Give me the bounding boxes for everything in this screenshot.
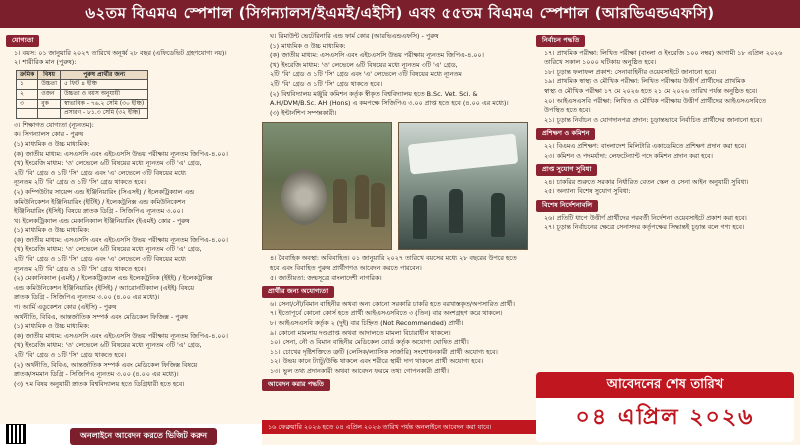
table-cell: বুক [38,99,61,109]
education-requirements [6,121,256,390]
table-cell: ২ [17,89,38,99]
training-photo-dish [262,122,392,250]
text-line: (১) মাধ্যমিক ও উচ্চ মাধ্যমিক: [270,41,346,50]
text-line: ১৯। প্রাথমিক স্বাস্থ্য ও মৌখিক পরীক্ষা: লিখিত পরীক্ষায় উত্তীর্ণ প্রার্থীদের প্রাথমিক [544,77,746,86]
selection-process [536,49,794,126]
text-line: ৪। বৈবাহিক অবস্থা: অবিবাহিত। ০১ জানুয়ারি ২০২৭ তারিখে বয়সের মধ্যে ২৮ বছরের উপরে হতে [270,254,517,263]
table-header: ক্রমিক [17,70,38,80]
section-heading-apply-method: আবেদন করার পদ্ধতি [262,379,330,391]
text-line: (ক) জাতীয় মাধ্যম: এসএসসি এবং এইচএসসি উভয় পরীক্ষায় ন্যূনতম জিপিএ-৪.০০। [270,51,484,60]
text-line: (খ) ইংরেজি মাধ্যম: 'ও' লেভেলে ৬টি বিষয়ের মধ্যে ন্যূনতম ৩টি 'এ' গ্রেড, [270,60,458,69]
section-heading-training: প্রশিক্ষণ ও কমিশন [536,128,595,140]
text-line: ৭। ইতোপূর্বে কোনো কোর্স হতে প্রার্থী আইএসএসবিতে ৩ (তিন) বার অংশগ্রহণ করে থাকলে। [270,309,503,318]
text-line: (২) অর্থনীতি, বিবিএ, আন্তর্জাতিক সম্পর্ক এবং মেডিকেল ফিজিক্স বিষয়ে [14,360,198,369]
text-line: ৮। আইএসএসবি কর্তৃক ২ (দুই) বার চিহ্নিত (Not Recommended) প্রার্থী। [270,318,464,327]
text-line: (খ) ইংরেজি মাধ্যম: 'ও' লেভেলে ৬টি বিষয়ের মধ্যে ন্যূনতম ৩টি 'এ' গ্রেড, [14,341,202,350]
text-line: (খ) ইংরেজি মাধ্যম: 'ও' লেভেলে ৬টি বিষয়ের মধ্যে ন্যূনতম ৩টি 'এ' গ্রেড, [14,159,202,168]
text-line: (১) মাধ্যমিক ও উচ্চ মাধ্যমিক: [14,226,90,235]
soldier-figure [413,195,427,239]
online-apply-link[interactable]: অনলাইনে আবেদন করতে ভিজিট করুন [70,428,217,445]
soldier-figure [371,183,385,227]
text-line: এন্ড কমিউনিকেশন ইঞ্জিনিয়ারিং (ইসিই) / অ্যারোনটিক্যাল (এইই) বিষয়ে [14,283,195,292]
text-line: খ। ইলেকট্রিক্যাল এন্ড মেকানিক্যাল ইঞ্জিনিয়ারিং (ইএমই) কোর - পুরুষ [14,216,190,225]
text-line: ১৭। প্রাথমিক পরীক্ষা: লিখিত পরীক্ষা (বাংলা ও ইংরেজি ১০০ নম্বর) আগামী ১৮ এপ্রিল ২০২৬ [544,48,783,57]
table-header: বিষয় [38,70,61,80]
table-cell: স্বাভাবিক - ৭৬.২ সেমি (৩০ ইঞ্চি) [61,99,148,109]
text-line: ২। শারীরিক মান (পুরুষ): [14,58,77,67]
text-line: উপস্থিত হতে হবে। [544,106,591,115]
text-line: ক। সিগন্যালস কোর - পুরুষ [14,130,84,139]
soldier-figure [333,179,347,223]
rvfc-requirements [262,32,530,118]
table-cell: উচ্চতা [38,80,61,90]
text-line: (খ) ইংরেজি মাধ্যম: 'ও' লেভেলে ৬টি বিষয়ের মধ্যে ন্যূনতম ৩টি 'এ' গ্রেড, [14,245,202,254]
text-line: ১২। উভয় কানে ট্যাটু/উল্কি থাকলে এবং শরীরে স্থায়ী দাগ থাকলে প্রার্থী অযোগ্য হবে। [270,357,484,366]
disqualification-list [262,300,530,377]
text-line: গ। আর্মি এডুকেশন কোর (এইসি) - পুরুষ [14,303,117,312]
text-line: ২টি 'বি' গ্রেড ও ১টি 'সি' গ্রেড থাকতে হবে। [14,351,127,359]
text-line: কমিউনিকেশন ইঞ্জিনিয়ারিং (ইটিই) / ইলেকট্রনিক্স এন্ড কমিউনিকেশন [14,197,186,206]
text-line: ১১। চোখের দৃষ্টিশক্তিতে ত্রুটি (লেসিক/ল্যাসিক সার্জারি) সংশোধনকারী প্রার্থী অযোগ্য হবে। [270,347,498,356]
eligibility-column [6,32,256,440]
text-line: ২৬। প্রতিটি ধাপে উত্তীর্ণ প্রার্থীদের পরবর্তী নির্দেশনা ওয়েবসাইটে প্রকাশ করা হবে। [544,213,747,222]
text-line: ৯। কোনো মামলায় দণ্ডপ্রাপ্ত অথবা আদালতে মামলা বিচারাধীন থাকলে। [270,328,451,337]
text-line: ২টি 'বি' গ্রেড ও ১টি 'সি' গ্রেড থাকতে হবে। [270,79,383,88]
training-commission [536,142,794,161]
section-heading-special-instructions: বিশেষ নির্দেশনাবলি [536,200,598,212]
marital-nationality [262,254,530,283]
table-cell: ১ [17,80,38,90]
table-cell [17,109,38,119]
apply-window-strip: ১৬ ফেব্রুয়ারি ২০২৬ হতে ০৪ এপ্রিল ২০২৬ তারিখ পর্যন্ত অনলাইনে আবেদন করা যাবে। [262,420,536,434]
text-line: A.H/DVM/B.Sc. AH (Hons) এ কমপক্ষে সিজিপিএ ৩.০০ প্রাপ্ত হতে হবে (৪.০০ এর মধ্যে)। [270,99,509,108]
text-line: ১। বয়স: ০১ জানুয়ারি ২০২৭ তারিখে অনূর্ধ্ব ২৮ বছর (এফিডেভিট গ্রহণযোগ্য নয়)। [14,48,227,57]
table-cell: ওজন [38,89,61,99]
table-cell: ৩ [17,99,38,109]
page-title: ৬২তম বিএমএ স্পেশাল (সিগন্যালস/ইএমই/এইসি) এবং ৫৫তম বিএমএ স্পেশাল (আরভিএন্ডএফসি) [0,0,800,28]
text-line: ২টি 'বি' গ্রেড ও ১টি 'সি' গ্রেড এবং 'এ' লেভেলে ৩টি বিষয়ের মধ্যে ন্যূনতম [270,70,462,79]
text-line: ২৫। অন্যান্য বিশেষ সুযোগ সুবিধা: [544,187,631,196]
deadline-date: ০৪ এপ্রিল ২০২৬ [575,404,755,430]
text-line: হবে এবং বিবাহিত পুরুষ প্রার্থীগণও আবেদন করতে পারবেন। [270,263,422,272]
middle-column [262,32,530,440]
text-line: (ক) জাতীয় মাধ্যম: এসএসসি এবং এইচএসসি উভয় পরীক্ষায় ন্যূনতম জিপিএ-৪.০০। [14,149,228,158]
text-line: ঘ। রিমাউন্ট ভেটেরিনারি এন্ড ফার্ম কোর (আরভিএন্ডএফসি) - পুরুষ [270,32,439,40]
text-line: (১) মাধ্যমিক ও উচ্চ মাধ্যমিক: [14,139,90,148]
text-line: স্নাতক ডিগ্রি - সিজিপিএ ন্যূনতম ৩.০০ (৪.০০ এর মধ্যে)। [14,293,160,302]
text-line: ২টি 'বি' গ্রেড ও ১টি 'সি' গ্রেড এবং 'এ' লেভেলে ৩টি বিষয়ের মধ্যে [14,255,186,264]
text-line: ২৩। কমিশন ও পদমর্যাদা: লেফটেন্যান্ট পদে কমিশন প্রদান করা হবে। [544,151,713,160]
soldier-figure [355,175,369,219]
text-line: ২৭। চূড়ান্ত নির্বাচনের ক্ষেত্রে সেনাসদর কর্তৃপক্ষের সিদ্ধান্তই চূড়ান্ত বলে গণ্য হবে। [544,223,745,232]
text-line: ইঞ্জিনিয়ারিং (ইসিই) বিষয়ে স্নাতক ডিগ্রি - সিজিপিএ ন্যূনতম ৩.০০। [14,207,183,216]
text-line: (ক) জাতীয় মাধ্যম: এসএসসি এবং এইচএসসি উভয় পরীক্ষায় ন্যূনতম জিপিএ-৪.০০। [14,331,228,340]
text-line: (২) মেকানিক্যাল (এমই) / ইলেকট্রিক্যাল এন্ড ইলেকট্রনিক (ইইই) / ইলেকট্রনিক্স [14,274,213,283]
text-line: স্নাতক/সমমান ডিগ্রি - সিজিপিএ ন্যূনতম ৩.০০ (৪.০০ এর মধ্যে)। [14,370,179,379]
table-row [17,109,148,119]
deadline-title: আবেদনের শেষ তারিখ [536,372,794,398]
text-line: ২৪। চাকরির শুরুতে সরকার নির্ধারিত বেতন স্কেল ও সেনা আইন অনুযায়ী সুবিধা। [544,177,749,186]
text-line: ৬। সেনা/নৌ/বিমান বাহিনীর অথবা অন্য কোনো সরকারি চাকরি হতে বরখাস্তকৃত/অপসারিত প্রার্থী। [270,299,515,308]
photo-strip [262,122,530,250]
satellite-dish-icon [281,169,327,225]
text-line: (ক) জাতীয় মাধ্যম: এসএসসি এবং এইচএসসি উভয় পরীক্ষায় ন্যূনতম জিপিএ-৪.০০। [14,235,228,244]
text-line: (২) কম্পিউটার সায়েন্স এন্ড ইঞ্জিনিয়ারিং (সিএসই) / ইলেকট্রিক্যাল এন্ড [14,187,195,196]
text-line: (৩) ইন্টার্নশিপ সম্পন্নকারী। [270,108,337,117]
physical-standard-table [16,70,148,119]
table-row [17,80,148,90]
text-line: (২) বিশ্ববিদ্যালয় মঞ্জুরি কমিশন কর্তৃক স্বীকৃত বিশ্ববিদ্যালয় হতে B.Sc. Vet. Sci. & [270,89,478,98]
table-row [17,99,148,109]
section-heading-eligibility: যোগ্যতা [6,35,39,47]
table-row [17,89,148,99]
text-line: স্বাস্থ্য ও মৌখিক পরীক্ষা ১৭ মে ২০২৬ হতে ২১ মে ২০২৬ তারিখ পর্যন্ত অনুষ্ঠিত হবে। [544,86,758,95]
text-line: (৩) ৭ম বিষয় অনুযায়ী স্নাতক বিশ্ববিদ্যালয় হতে ডিগ্রিধারী হতে হবে। [14,379,185,388]
text-line: অর্থনীতি, বিবিএ, আন্তর্জাতিক সম্পর্ক এবং মেডিকেল ফিজিক্স - পুরুষ [14,312,188,321]
training-photo-aircraft [398,122,528,250]
text-line: ১৮। চূড়ান্ত ফলাফল প্রকাশ: সেনাবাহিনীর ওয়েবসাইটে জানানো হবে। [544,67,717,76]
soldier-figure [449,189,463,233]
text-line: ৫। জাতীয়তা: জন্মসূত্রে বাংলাদেশী নাগরিক। [270,273,382,282]
text-line: ৩। শিক্ষাগত যোগ্যতা (ন্যূনতম): [14,120,94,129]
table-header: পুরুষ প্রার্থীর জন্য [61,70,148,80]
table-cell: ৫ ফিট ৪ ইঞ্চি [61,80,148,90]
section-heading-selection: নির্বাচন পদ্ধতি [536,35,585,47]
special-instructions [536,214,794,233]
qr-code-icon[interactable] [6,424,26,444]
text-line: ২১। চূড়ান্ত নির্বাচন ও যোগদানপত্র প্রদান: চূড়ান্তভাবে নির্বাচিত প্রার্থীদের জানানো হবে। [544,115,762,124]
section-heading-benefits: প্রাপ্ত সুযোগ সুবিধা [536,164,597,176]
text-line: ন্যূনতম ২টি 'বি' গ্রেড ও ১টি 'সি' গ্রেড থাকতে হবে। [14,178,146,187]
text-line: (১) মাধ্যমিক ও উচ্চ মাধ্যমিক: [14,322,90,331]
text-line: ১৩। ভুল তথ্য প্রদানকারী অথবা আবেদন ফরমে তথ্য গোপনকারী প্রার্থী। [270,366,449,375]
text-line: ২০। আইএসএসবি পরীক্ষা: লিখিত ও মৌখিক পরীক্ষায় উত্তীর্ণ প্রার্থীদের আইএসএসবিতে [544,96,767,105]
text-line: ১০। সেনা, নৌ ও বিমান বাহিনীর মেডিকেল বোর্ড কর্তৃক অযোগ্য ঘোষিত প্রার্থী। [270,338,469,347]
soldier-figure [491,193,505,237]
text-line: তারিখে সকাল ১০০০ ঘটিকায় অনুষ্ঠিত হবে। [544,58,657,67]
table-cell: প্রসারণ - ৮১.৩ সেমি (৩২ ইঞ্চি) [61,109,148,119]
text-line: ন্যূনতম ২টি 'বি' গ্রেড ও ১টি 'সি' গ্রেড থাকতে হবে। [14,264,146,273]
text-line: ২২। বিএমএ প্রশিক্ষণ: বাংলাদেশ মিলিটারি একাডেমিতে প্রশিক্ষণ প্রদান করা হবে। [544,141,747,150]
section-heading-disqualification: প্রার্থীর জন্য অযোগ্যতা [262,286,334,298]
benefits-list [536,178,794,197]
aircraft-wing-icon [408,134,519,175]
table-cell: উচ্চতা ও বয়স অনুযায়ী [61,89,148,99]
table-cell [38,109,61,119]
text-line: ২টি 'বি' গ্রেড ও ১টি 'সি' গ্রেড এবং 'এ' লেভেলে ৩টি বিষয়ের মধ্যে [14,168,186,177]
deadline-box [536,372,794,442]
